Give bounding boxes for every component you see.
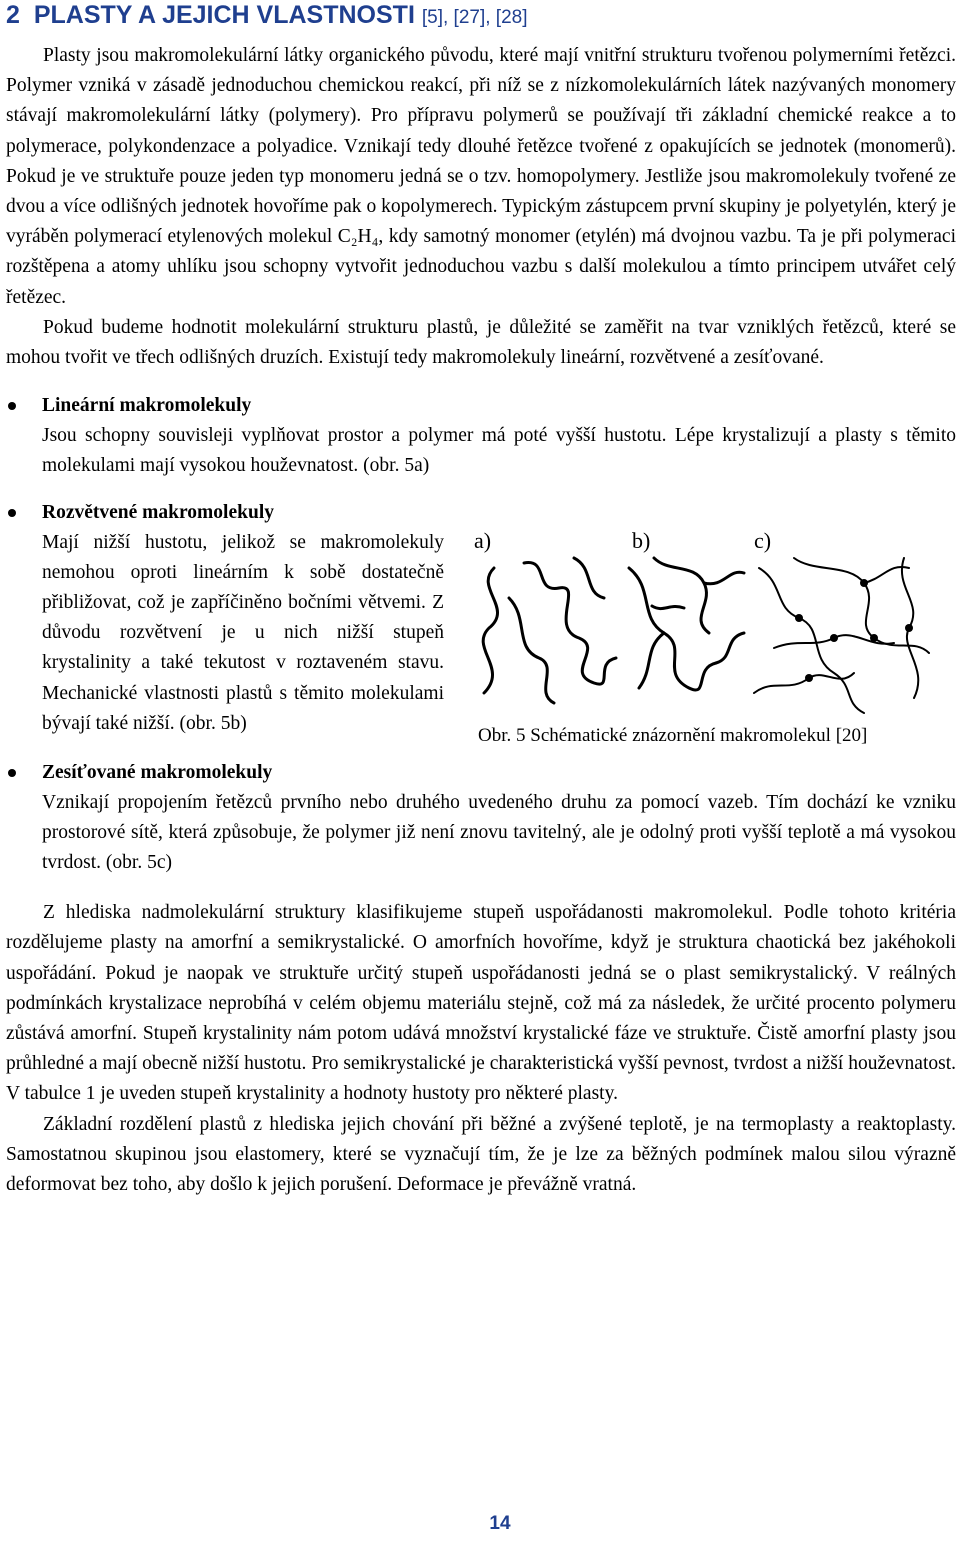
linear-title: Lineární makromolekuly xyxy=(42,395,252,417)
bullet-icon xyxy=(8,402,16,410)
figure-caption-prefix: Obr. 5 xyxy=(478,724,526,746)
document-page xyxy=(6,0,956,1200)
crosslink-node xyxy=(870,634,878,642)
bullet-icon xyxy=(8,769,16,777)
linear-text: Jsou schopny souvisleji vyplňovat prostor a polymer má poté vyšší hustotu. Lépe krystalizují a plasty s těmito molekulami mají vysokou houževnatost. (obr. 5a) xyxy=(42,425,956,477)
structure-paragraph: Pokud budeme hodnotit molekulární strukturu plastů, je důležité se zaměřit na tvar vzniklých řetězců, které se mohou tvořit ve třech odlišných druzích. Existují tedy makromolekuly lineární, rozvětvené a zesíťované. xyxy=(6,316,956,369)
macromolecule-diagram xyxy=(454,498,956,720)
figure-caption-text: Schématické znázornění makromolekul [20] xyxy=(530,724,868,746)
section-references: [5], [27], [28] xyxy=(421,7,528,28)
list-item-crosslinked xyxy=(6,758,956,879)
intro-paragraph: Plasty jsou makromolekulární látky organického původu, které mají vnitřní strukturu tvořenou polymerními řetězci. Polymer vzniká v zásadě jednoduchou chemickou reakcí, při níž se z nízkomolekulárních látek nazývaných monomery stávají makromolekulární látky (polymery). Pro přípravu polymerů se používají tři základní chemické reakce a to polymerace, polykondenzace a polyadice. Vznikají tedy dlouhé řetězce tvořené z opakujících se jednotek (monomerů). Pokud je ve struktuře pouze jeden typ monomeru jedná se o tzv. homopolymery. Jestliže jsou makromolekuly tvořené ze dvou a více odlišných jednotek hovoříme pak o kopolymerech. Typickým zástupcem první skupiny je polyetylén, který je vyráběn polymerací etylenových molekul C₂H₄, kdy samotný monomer (etylén) má dvojnou vazbu. Ta je při polymeraci rozštěpena a atomy uhlíku jsou schopny vytvořit jednoduchou vazbu s další molekulou a tímto principem utvářet celý řetězec. xyxy=(6,45,956,308)
bullet-icon xyxy=(8,509,16,517)
crosslink-node xyxy=(795,614,803,622)
crosslinked-text: Vznikají propojením řetězců prvního nebo druhého uvedeného druhu za pomocí vazeb. Tím dochází ke vzniku prostorové sítě, která způsobuje, že polymer již není znovu tavitelný, ale je odolný proti vyšší teplotě a má vysokou tvrdost. (obr. 5c) xyxy=(42,791,956,874)
crosslink-node xyxy=(830,634,838,642)
figure-5 xyxy=(454,498,956,748)
page-number: 14 xyxy=(489,1513,511,1534)
list-item-linear xyxy=(6,391,956,481)
crosslinked-title: Zesíťované makromolekuly xyxy=(42,761,273,783)
section-number: 2 xyxy=(6,1,20,29)
crystallinity-paragraph: Z hlediska nadmolekulární struktury klasifikujeme stupeň uspořádanosti makromolekul. Podle tohoto kritéria rozdělujeme plasty na amorfní a semikrystalické. O amorfních hovoříme, když je struktura chaotická bez jakéhokoli uspořádání. Pokud je naopak ve struktuře určitý stupeň uspořádanosti jedná se o plast semikrystalický. V reálných podmínkách krystalizace neprobíhá v celém objemu materiálu stejně, což má za následek, že určité procento polymeru zůstává amorfní. Stupeň krystalinity nám potom udává množství krystalické fáze ve struktuře. Čistě amorfní plasty jsou průhledné a mají obecně nižší hustotu. Pro semikrystalické je charakteristická vyšší pevnost, tvrdost a nižší houževnatost. V tabulce 1 je uveden stupeň krystalinity a hodnoty hustoty pro některé plasty. xyxy=(6,902,956,1105)
section-title: PLASTY A JEJICH VLASTNOSTI xyxy=(33,1,415,29)
label-c: c) xyxy=(754,527,772,553)
branched-text-column xyxy=(42,498,444,748)
branched-layout xyxy=(42,498,956,748)
linear-chains-drawing xyxy=(483,558,616,703)
branched-chains-drawing xyxy=(629,558,744,690)
division-paragraph: Základní rozdělení plastů z hlediska jejich chování při běžné a zvýšené teplotě, je na termoplasty a reaktoplasty. Samostatnou skupinou jsou elastomery, které se vyznačují tím, že je lze za běžných podmínek malou silou výrazně deformovat bez toho, aby došlo k jejich porušení. Deformace je převážně vratná. xyxy=(6,1113,956,1196)
figure-caption xyxy=(454,724,956,748)
label-b: b) xyxy=(632,527,651,553)
list-item-branched xyxy=(6,498,956,748)
section-heading xyxy=(6,0,956,33)
label-a: a) xyxy=(474,527,492,553)
crosslinked-network-drawing xyxy=(754,558,929,713)
crosslink-node xyxy=(805,674,813,682)
crosslink-node xyxy=(860,579,868,587)
crosslink-node xyxy=(905,624,913,632)
branched-text: Mají nižší hustotu, jelikož se makromolekuly nemohou oproti lineárním k sobě dostatečně přibližovat, což je zapříčiněno bočními větvemi. Z důvodu rozvětvení je u nich nižší stupeň krystalinity a také tekutost v roztaveném stavu. Mechanické vlastnosti plastů s těmito molekulami bývají také nižší. (obr. 5b) xyxy=(42,531,444,734)
macromolecule-list xyxy=(6,391,956,878)
branched-title: Rozvětvené makromolekuly xyxy=(42,501,274,523)
